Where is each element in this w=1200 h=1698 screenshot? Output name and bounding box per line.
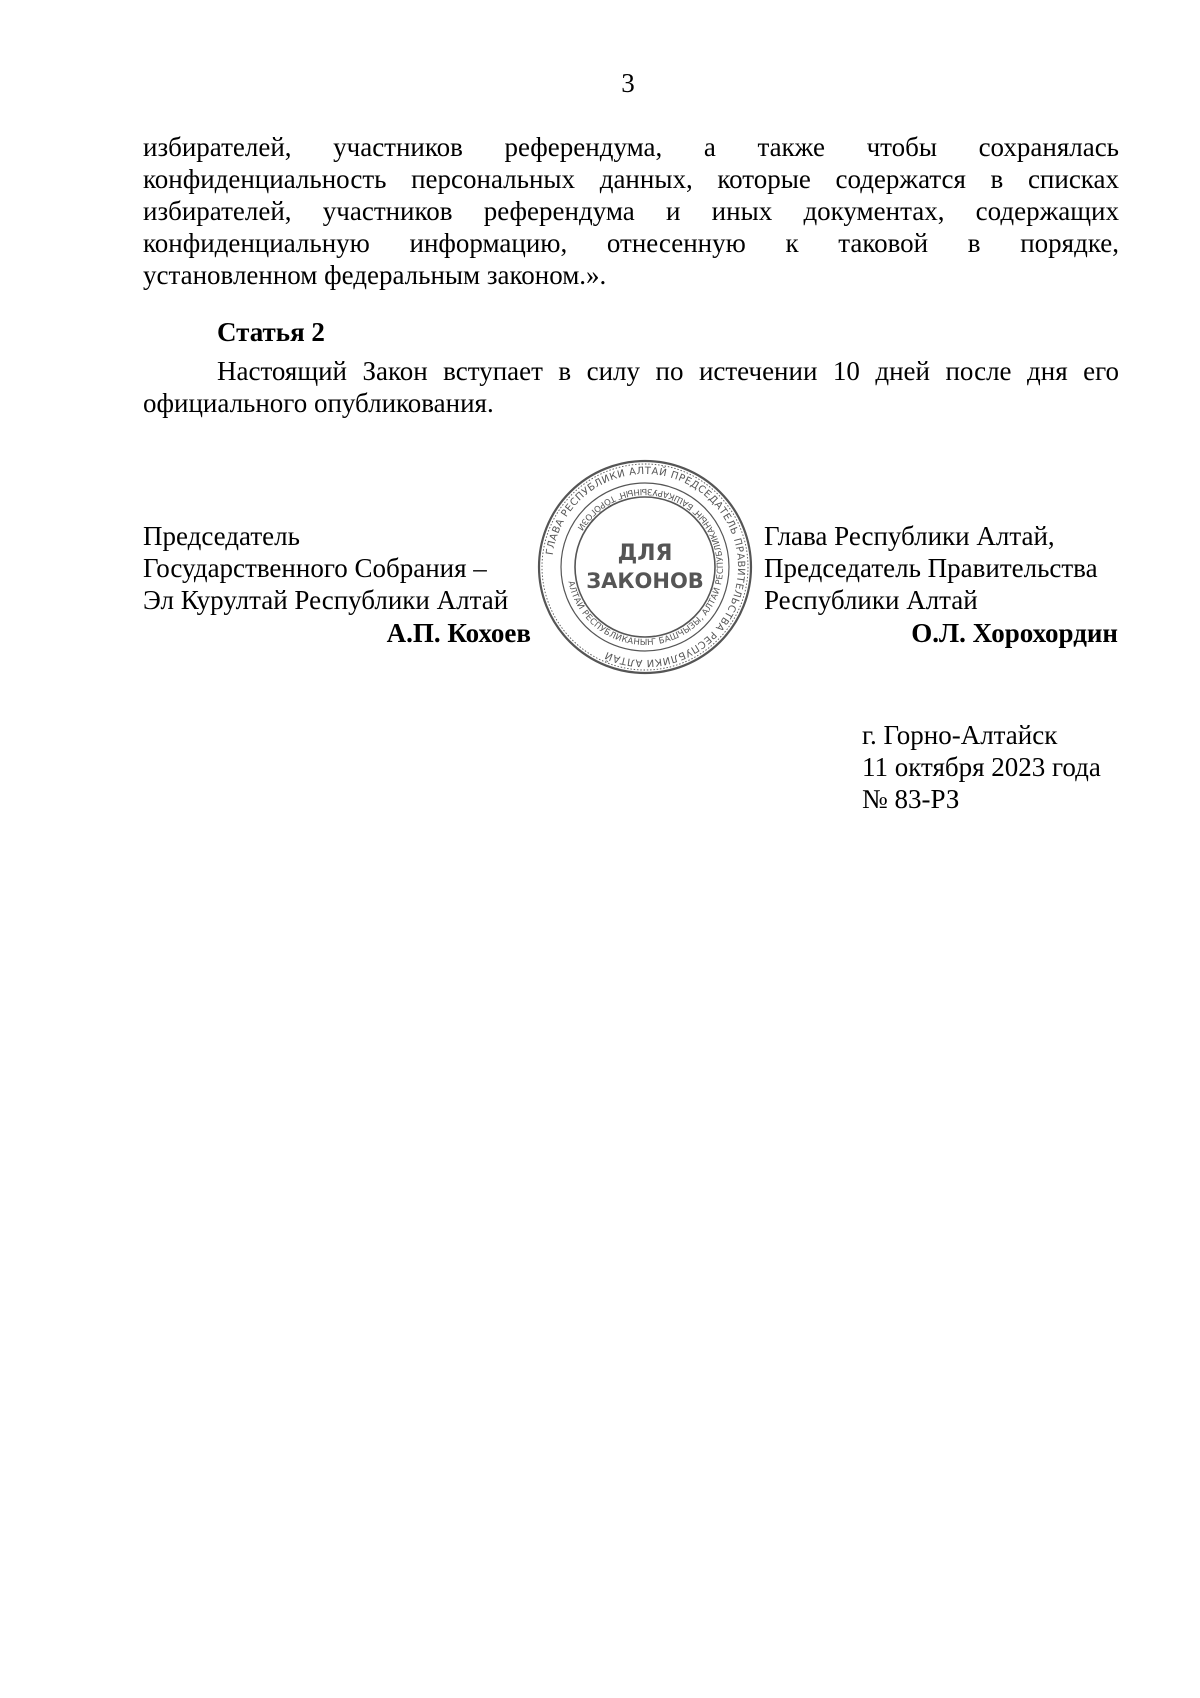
page-number: 3 [621,68,635,98]
stamp-center-line-2: ЗАКОНОВ [586,569,704,593]
position-line: Глава Республики Алтай, [764,521,1055,551]
position-line: Республики Алтай [764,585,978,615]
position-line: Эл Курултай Республики Алтай [143,585,509,615]
left-signatory-position [143,520,508,616]
issuance-date: 11 октября 2023 года [862,752,1101,782]
right-signatory-position [764,520,1098,616]
left-signatory-name: А.П. Кохоев [386,618,531,648]
paragraph-1 [143,131,1119,291]
paragraph-line: официального опубликования. [143,388,494,418]
law-number: № 83-РЗ [862,784,960,814]
paragraph-line: конфиденциальную информацию, отнесенную к таковой в порядке, [143,228,1119,258]
paragraph-line: конфиденциальность персональных данных, которые содержатся в списках [143,164,1119,194]
article-2-text [143,355,1119,419]
paragraph-line: Настоящий Закон вступает в силу по истечении 10 дней после дня его [217,356,1119,386]
stamp-outer-text: ГЛАВА РЕСПУБЛИКИ АЛТАЙ ПРЕДСЕДАТЕЛЬ ПРАВИТЕЛЬСТВА РЕСПУБЛИКИ АЛТАЙ [544,465,747,669]
paragraph-line: избирателей, участников референдума, а также чтобы сохранялась [143,132,1119,162]
position-line: Государственного Собрания – [143,553,487,583]
issuance-place: г. Горно-Алтайск [862,720,1058,750]
position-line: Председатель [143,521,300,551]
official-stamp-seal [535,457,755,677]
issuance-details [862,719,1101,815]
right-signatory-name: О.Л. Хорохордин [911,618,1118,648]
paragraph-line: избирателей, участников референдума и иных документах, содержащих [143,196,1119,226]
stamp-center-line-1: ДЛЯ [617,541,673,566]
position-line: Председатель Правительства [764,553,1098,583]
paragraph-line: установленном федеральным законом.». [143,260,607,290]
stamp-inner-text: АЛТАЙ РЕСПУБЛИКАНЫҤ БАШЧЫЗЫ, АЛТАЙ РЕСПУБЛИКАНЫҤ БАШКАРУЗЫНЫҤ ТӦРӦГӦЗИ [565,485,727,649]
article-title: Статья 2 [217,317,325,347]
